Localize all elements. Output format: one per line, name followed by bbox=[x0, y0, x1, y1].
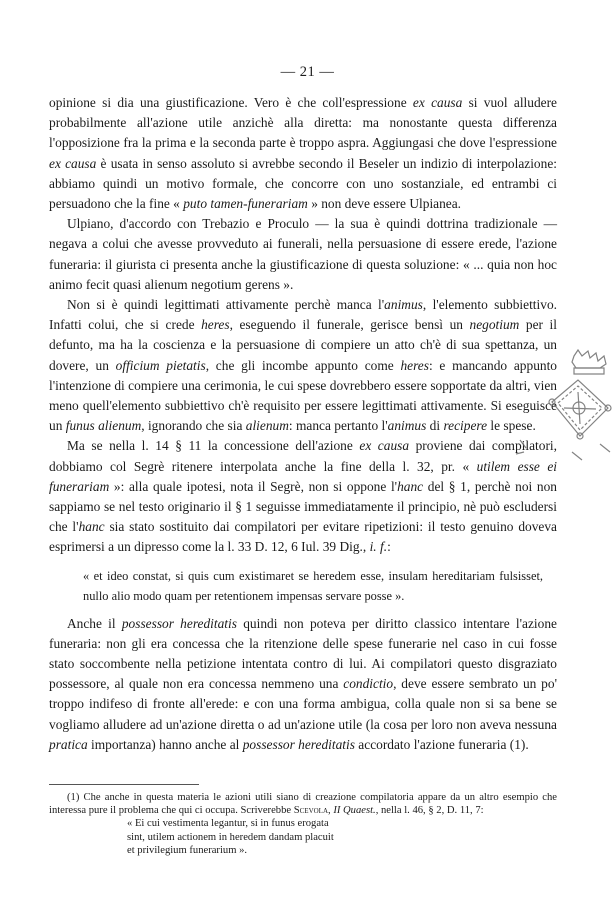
paragraph bbox=[49, 295, 557, 436]
italic-run: ex causa bbox=[49, 155, 97, 171]
italic-run: condictio bbox=[343, 676, 394, 692]
italic-run: hanc bbox=[397, 478, 424, 494]
paragraph bbox=[49, 214, 557, 295]
body-text bbox=[49, 93, 557, 755]
footnote-divider bbox=[49, 784, 199, 785]
footnote-text bbox=[49, 791, 557, 817]
text-run: : manca pertanto l' bbox=[288, 418, 388, 434]
text-run: « et ideo constat, si quis cum existimaret se heredem esse, insulam hereditariam fulsisset, nullo alio modo quam per retentionem impensas servare posse ». bbox=[83, 568, 543, 603]
footnote-quote-line: et privilegium funerarium ». bbox=[127, 844, 248, 856]
text-run: Ma se nella l. 14 § 11 la concessione dell'azione bbox=[67, 438, 360, 454]
text-run: , deve essere sembrato un po' troppo indifeso di fronte all'erede: e con una forma ambigua, colla quale non si sa bene se vogliamo alludere ad un'azione diretta o ad un'azione utile (la cosa per loro non aveva nessuna bbox=[49, 676, 557, 732]
italic-run: officium pietatis bbox=[115, 357, 206, 373]
text-run: Scevola bbox=[293, 805, 329, 817]
text-run: Non si è quindi legittimati attivamente perchè manca l' bbox=[67, 297, 385, 313]
footnote-quote-line: sint, utilem actionem in heredem dandam placuit bbox=[127, 831, 334, 843]
text-run: , nella l. 46, § 2, D. 11, 7: bbox=[375, 805, 484, 817]
paragraph bbox=[49, 93, 557, 214]
text-run: (1) Che anche in questa materia le azioni utili siano di creazione compilatoria appare da un altro esempio che interessa pure il problema che qui ci occupa. Scriverebbe bbox=[49, 792, 557, 817]
paragraph bbox=[49, 614, 557, 755]
text-run: le spese. bbox=[487, 418, 536, 434]
italic-run: alienum bbox=[245, 418, 289, 434]
italic-run: animus bbox=[387, 418, 427, 434]
text-run: del § 1, perchè noi non sappiamo se nel testo originario il § 1 seguisse immediatamente il principio, nè può escludersi che l' bbox=[49, 478, 557, 535]
italic-run: puto tamen-funerariam bbox=[183, 196, 308, 212]
text-run: , ignorando che sia bbox=[141, 418, 246, 434]
text-run: Ulpiano, d'accordo con Trebazio e Proculo — la sua è quindi dottrina tradizionale — negava a colui che avesse provveduto ai funerali, nella persuasione di essere erede, l'azione funeraria: il giurista ci presenta anche la giustificazione di questa soluzione: « ... quia non hoc animo fecit quasi alienum negotium gerens ». bbox=[49, 216, 557, 292]
italic-run: ex causa bbox=[412, 95, 463, 110]
text-run: : e mancando appunto l'intenzione di compiere una cerimonia, le cui spese dovrebbero essere sopportate da altri, vien meno quell'elemento subbiettivo ch'è requisito per essere legittimati attivamente. Si eseguisce un bbox=[49, 357, 558, 434]
text-run: , bbox=[328, 805, 334, 817]
italic-run: utilem esse ei funerariam bbox=[49, 458, 558, 494]
italic-run: heres bbox=[400, 357, 429, 373]
italic-run: negotium bbox=[469, 317, 520, 333]
text-run: importanza) hanno anche al bbox=[87, 736, 243, 752]
italic-run: possessor hereditatis bbox=[242, 736, 355, 752]
italic-run: possessor hereditatis bbox=[121, 615, 237, 631]
text-run: è usata in senso assoluto si avrebbe secondo il Beseler un indizio di interpolazione: abbiamo quindi un motivo formale, che concorre con uno sostanziale, ed entrambi ci persuadono che la fine « bbox=[49, 155, 557, 212]
italic-run: recipere bbox=[443, 418, 488, 434]
block-quote bbox=[83, 566, 543, 606]
library-stamp-icon bbox=[512, 348, 615, 478]
italic-run: II Quaest. bbox=[333, 805, 376, 817]
italic-run: ex causa bbox=[359, 438, 410, 454]
italic-run: heres bbox=[201, 317, 230, 333]
text-run: » non deve essere Ulpianea. bbox=[307, 196, 462, 212]
text-run: , l'elemento subbiettivo. Infatti colui, che si crede bbox=[49, 297, 557, 333]
text-run: sia stato sostituito dai compilatori per evitare ripetizioni: il testo genuino doveva esprimersi a un dipresso come la l. 33 D. 12, 6 Iul. 39 Dig., bbox=[49, 519, 557, 555]
footnote-quote-line: « Ei cui vestimenta legantur, si in funus erogata bbox=[127, 818, 329, 830]
text-run: per il defunto, ma ha la coscienza e la persuasione di compiere un atto ch'è di sua spettanza, un dovere, un bbox=[49, 317, 557, 373]
italic-run: animus bbox=[384, 297, 423, 313]
text-run: di bbox=[426, 418, 444, 434]
text-run: , eseguendo il funerale, gerisce bensì un bbox=[229, 317, 470, 333]
text-run: , che gli incombe appunto come bbox=[205, 357, 401, 373]
italic-run: funus alienum bbox=[65, 418, 142, 434]
text-run: Anche il bbox=[67, 615, 122, 631]
text-run: : bbox=[387, 539, 391, 555]
text-run: opinione si dia una giustificazione. Vero è che coll'espressione bbox=[49, 95, 413, 110]
text-run: proviene dai compilatori, dobbiamo col Segrè ritenere interpolata anche la fine della l. 32, pr. « bbox=[49, 438, 557, 474]
footnote bbox=[49, 791, 557, 857]
italic-run: hanc bbox=[78, 519, 105, 535]
text-run: accordato l'azione funeraria (1). bbox=[354, 736, 529, 752]
text-run: »: alla quale ipotesi, nota il Segrè, non si oppone l' bbox=[109, 478, 398, 494]
italic-run: i. f. bbox=[369, 539, 388, 555]
paragraph bbox=[49, 436, 557, 557]
text-run: quindi non poteva per diritto classico intentare l'azione funeraria: non gli era concessa che la ritenzione delle spese funerarie nel caso in cui fosse stato soccombente nella petizione intentata contro di lui. Ai compilatori questo disgraziato possessore, al quale non era concessa nemmeno una bbox=[49, 615, 557, 692]
text-run: si vuol alludere probabilmente all'azione utile anzichè alla diretta: ma nonostante questa differenza l'opposizione fra la prima e la seconda parte è troppo aspra. Aggiungasi che dove l'espressione bbox=[49, 95, 557, 151]
italic-run: pratica bbox=[49, 736, 88, 752]
page-number: — 21 — bbox=[280, 64, 335, 80]
